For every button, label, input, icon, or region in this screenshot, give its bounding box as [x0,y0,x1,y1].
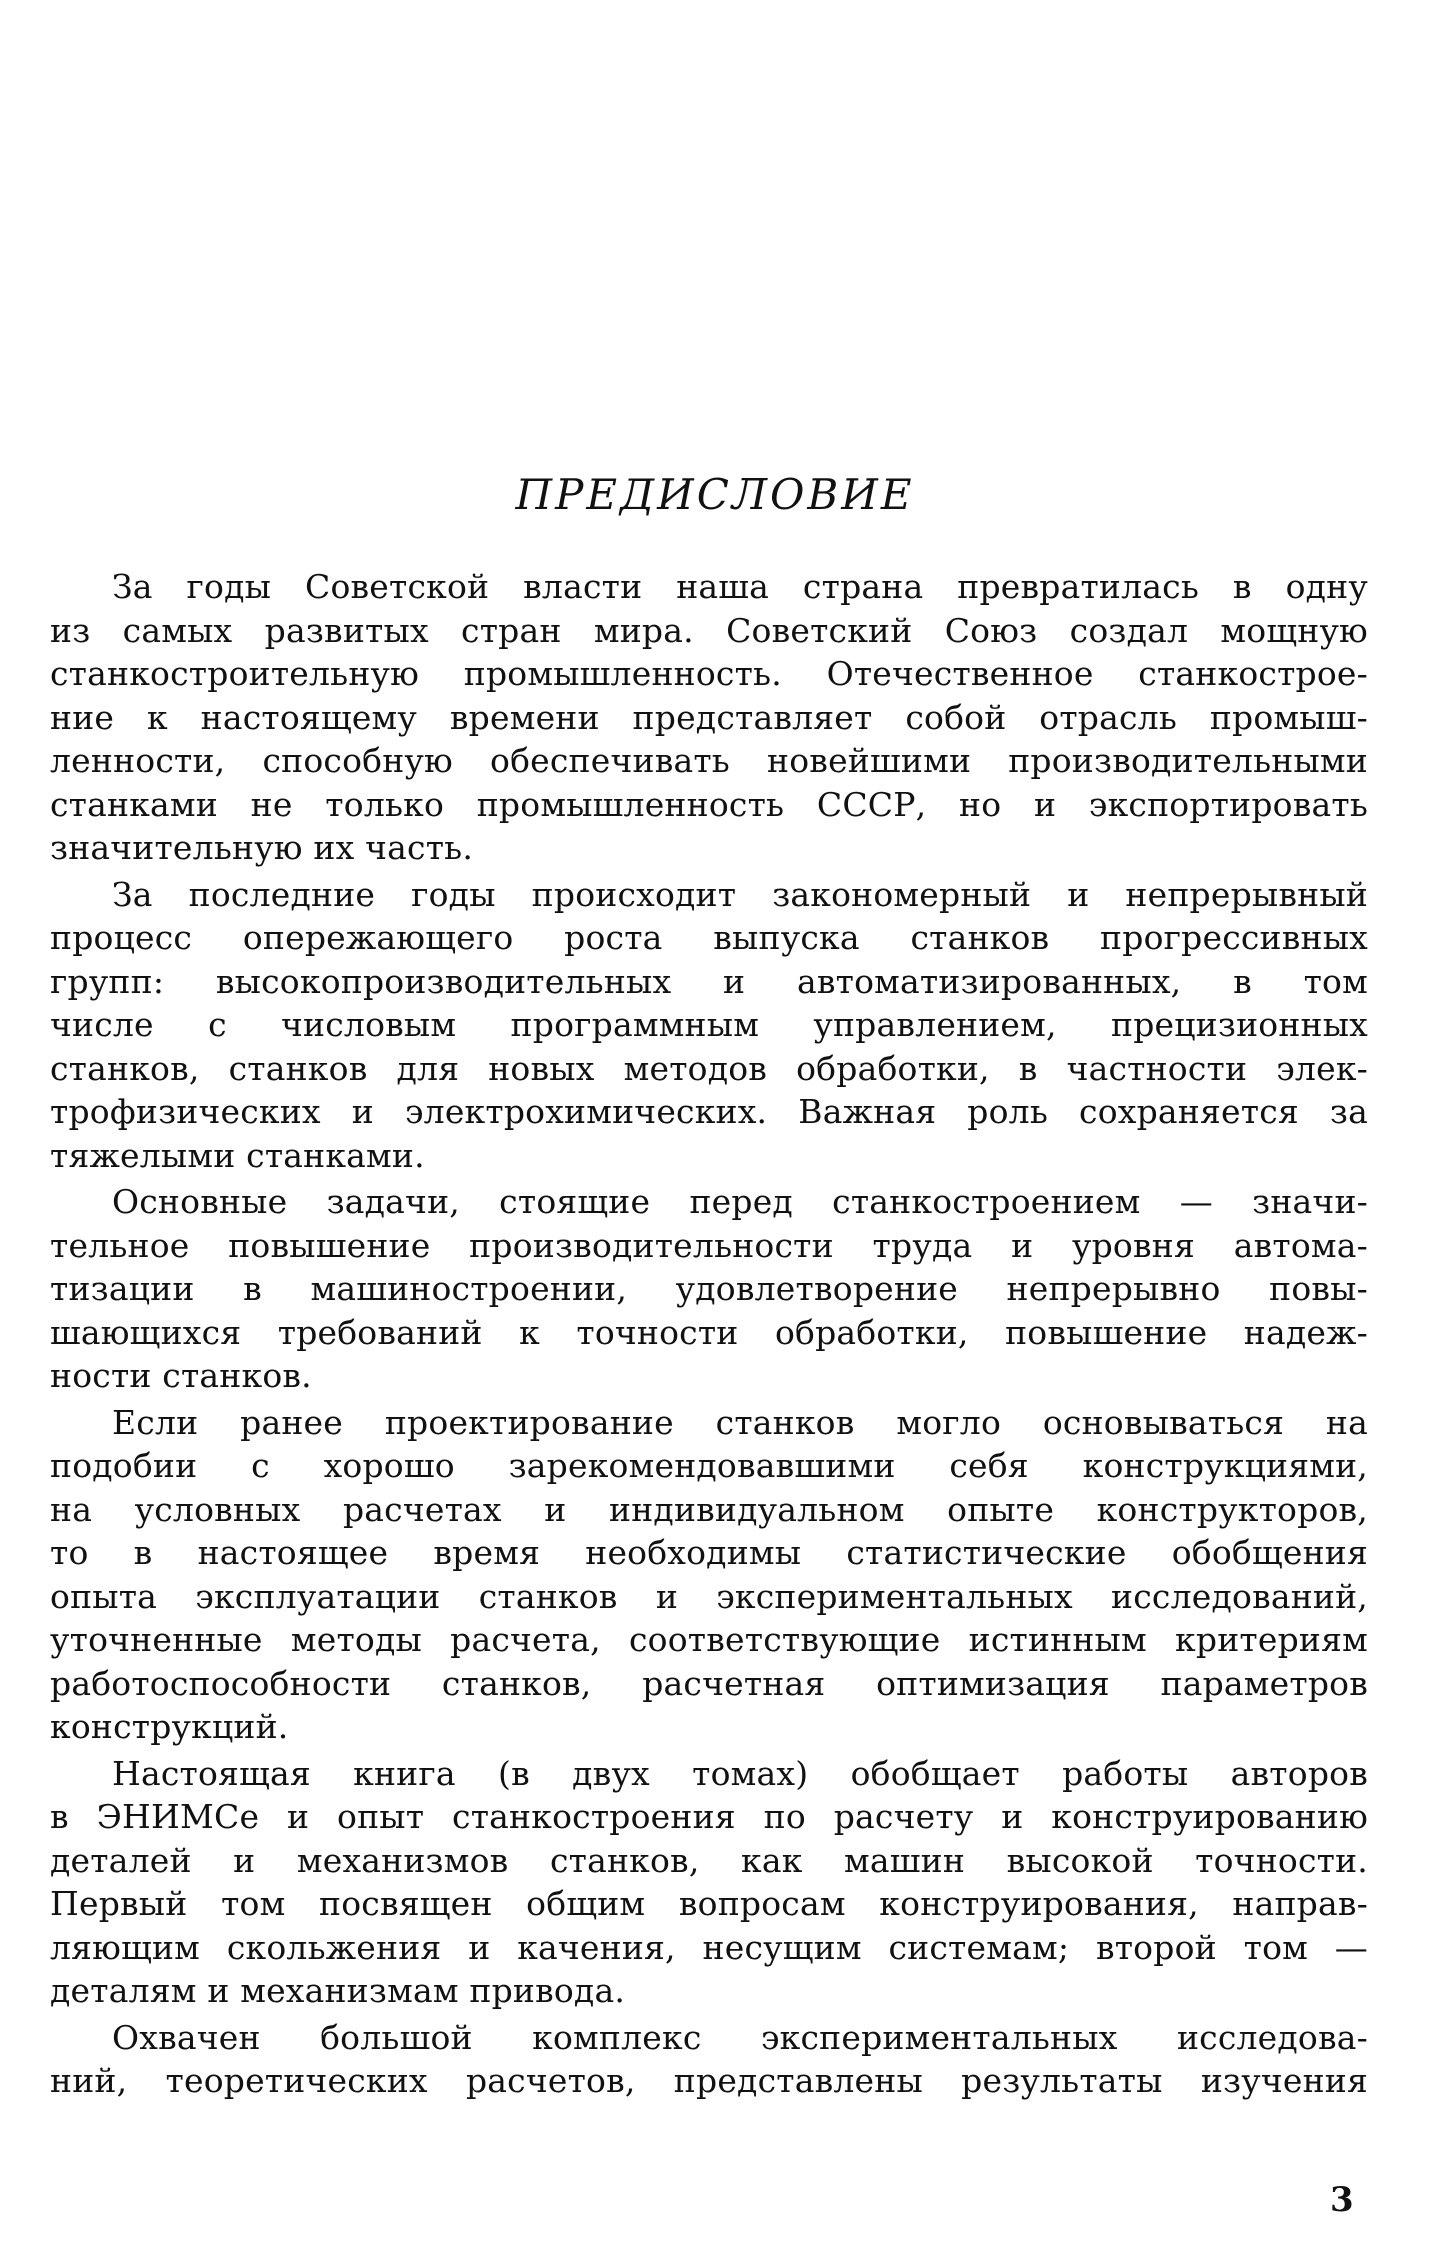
text-line: ний, теоретических расчетов, представлены результаты изучения [50,2061,1368,2100]
text-line: шающихся требований к точности обработки, повышение надеж- [50,1312,1368,1352]
text-line: числе с числовым программным управлением, прецизионных [50,1005,1368,1044]
paragraph-5 [50,1752,1368,2013]
text-line: уточненные методы расчета, соответствующие истинным критериям [50,1620,1368,1659]
text-line: значительную их часть. [50,828,474,867]
text-line: трофизических и электрохимических. Важная роль сохраняется за [50,1092,1368,1131]
text-line: Если ранее проектирование станков могло основываться на [112,1402,1368,1442]
text-line: процесс опережающего роста выпуска станков прогрессивных [50,918,1368,957]
text-line: опыта эксплуатации станков и экспериментальных исследований, [50,1576,1368,1616]
text-line: групп: высокопроизводительных и автоматизированных, в том [50,961,1368,1001]
paragraph-3 [50,1180,1368,1398]
text-line: работоспособности станков, расчетная оптимизация параметров [50,1663,1368,1703]
text-line: ляющим скольжения и качения, несущим системам; второй том — [50,1927,1368,1967]
text-line: Охвачен большой комплекс экспериментальных исследова- [112,2017,1368,2057]
text-line: конструкций. [50,1707,289,1746]
text-line: на условных расчетах и индивидуальном опыте конструкторов, [50,1489,1368,1529]
paragraph-4 [50,1401,1368,1749]
text-line: тельное повышение производительности труда и уровня автома- [50,1225,1368,1265]
text-line: подобии с хорошо зарекомендовавшими себя конструкциями, [50,1446,1368,1485]
text-line: в ЭНИМСе и опыт станкостроения по расчету и конструированию [50,1797,1368,1836]
text-line: станкостроительную промышленность. Отечественное станкострое- [50,654,1368,693]
paragraph-2 [50,873,1368,1178]
text-line: то в настоящее время необходимы статистические обобщения [50,1533,1368,1572]
text-line: тизации в машиностроении, удовлетворение непрерывно повы- [50,1269,1368,1308]
text-line: ности станков. [50,1356,312,1395]
text-line: станками не только промышленность СССР, но и экспортировать [50,784,1368,824]
text-line: тяжелыми станками. [50,1135,425,1175]
body-text [50,565,1368,2106]
text-line: Первый том посвящен общим вопросам конструирования, направ- [50,1884,1368,1923]
page-title: ПРЕДИСЛОВИЕ [515,470,915,519]
text-line: ленности, способную обеспечивать новейшими производительными [50,741,1368,780]
text-line: Основные задачи, стоящие перед станкостроением — значи- [112,1182,1368,1221]
page-number: 3 [1330,2180,1354,2220]
text-line: За годы Советской власти наша страна превратилась в одну [112,567,1368,606]
paragraph-1 [50,565,1368,870]
text-line: ние к настоящему времени представляет собой отрасль промыш- [50,697,1368,737]
text-line: деталей и механизмов станков, как машин высокой точности. [50,1840,1368,1880]
text-line: из самых развитых стран мира. Советский Союз создал мощную [50,610,1368,650]
text-line: Настоящая книга (в двух томах) обобщает работы авторов [112,1753,1368,1793]
text-line: станков, станков для новых методов обработки, в частности элек- [50,1048,1368,1088]
paragraph-6 [50,2016,1368,2103]
text-line: За последние годы происходит закономерный и непрерывный [112,874,1368,914]
text-line: деталям и механизмам привода. [50,1971,626,2010]
